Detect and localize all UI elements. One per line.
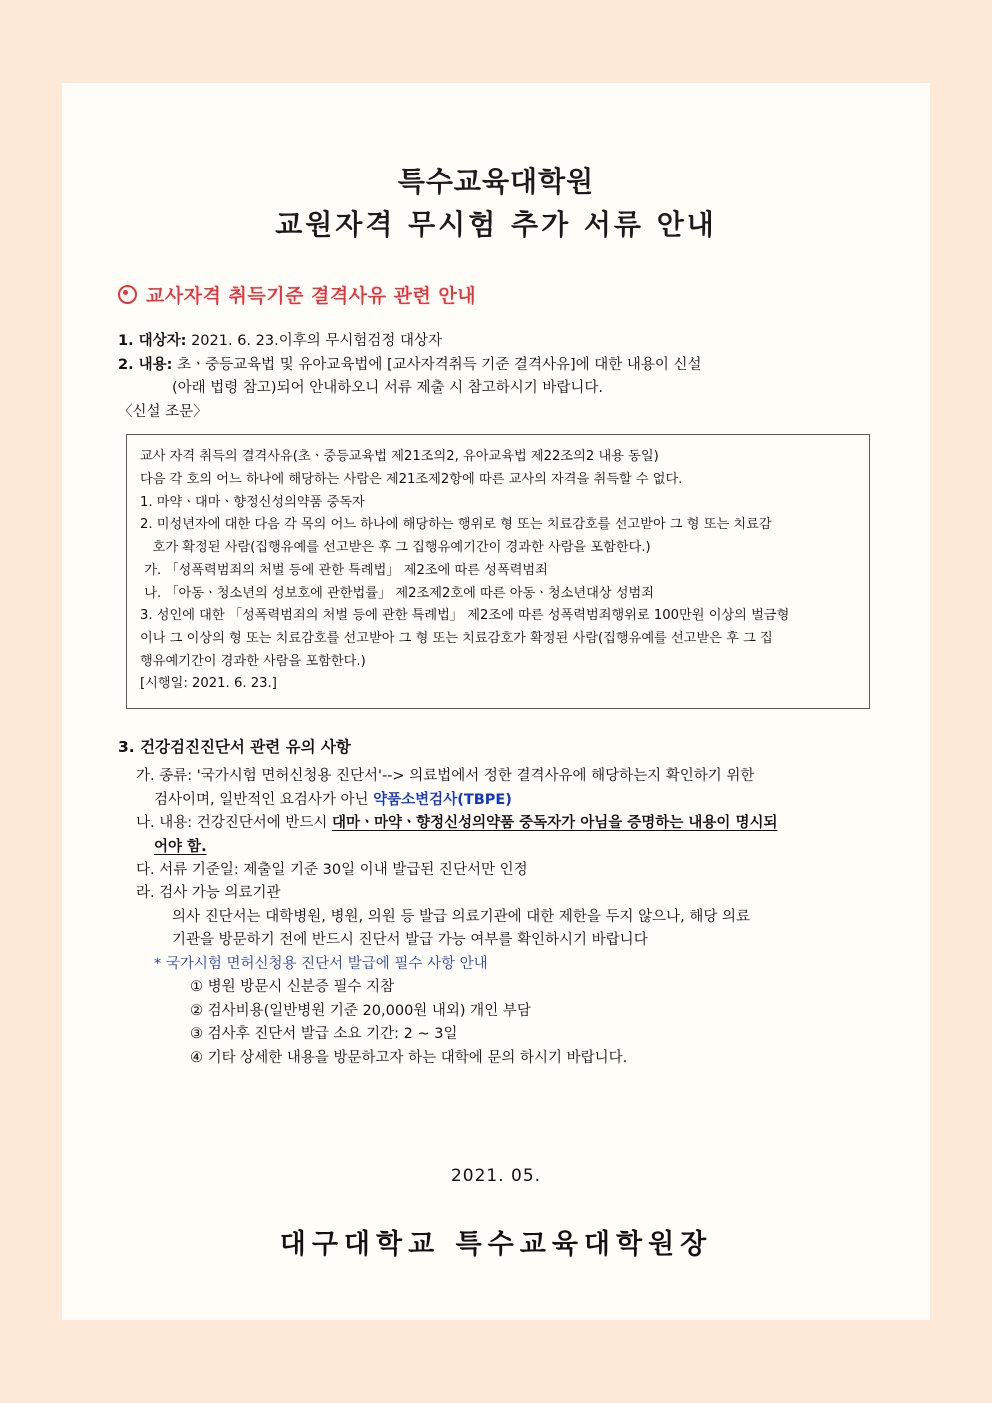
law-line: 1. 마약ㆍ대마ㆍ향정신성의약품 중독자 bbox=[140, 494, 365, 510]
footer-date: 2021. 05. bbox=[450, 1166, 542, 1187]
section-heading-text: 교사자격 취득기준 결격사유 관련 안내 bbox=[146, 285, 477, 308]
section3-a-line2 bbox=[118, 789, 874, 812]
law-line: 가. 「성폭력범죄의 처벌 등에 관한 특례법」 제2조에 따른 성폭력범죄 bbox=[140, 562, 548, 578]
intro-text-4: 〈신설 조문〉 bbox=[118, 403, 208, 420]
section3-b-bold: 대마ㆍ마약ㆍ향정신성의약품 중독자가 아님을 증명하는 내용이 명시되 bbox=[332, 815, 778, 832]
title-block bbox=[118, 163, 874, 245]
page-title-line2: 교원자격 무시험 추가 서류 안내 bbox=[275, 207, 717, 241]
section3-star-line: * 국가시험 면허신청용 진단서 발급에 필수 사항 안내 bbox=[154, 955, 488, 972]
section3-c-line: 다. 서류 기준일: 제출일 기준 30일 이내 발급된 진단서만 인정 bbox=[136, 862, 528, 878]
section3-d-line2: 기관을 방문하기 전에 반드시 진단서 발급 가능 여부를 확인하시기 바랍니다 bbox=[172, 932, 648, 949]
intro-text-2: 초ㆍ중등교육법 및 유아교육법에 [교사자격취득 기준 결격사유]에 대한 내용이 신설 bbox=[172, 356, 702, 373]
intro-line-3 bbox=[118, 377, 874, 400]
law-line: 3. 성인에 대한 「성폭력범죄의 처벌 등에 관한 특례법」 제2조에 따른 성폭력범죄행위로 100만원 이상의 벌금형 bbox=[140, 608, 790, 624]
section3-b-prefix: 나. 내용: 건강진단서에 반드시 bbox=[136, 815, 333, 832]
law-line: 나. 「아동ㆍ청소년의 성보호에 관한법률」 제2조제2호에 따른 아동ㆍ청소년대상 성범죄 bbox=[140, 585, 655, 601]
intro-block bbox=[118, 330, 874, 424]
section3-item-3: ③ 검사후 진단서 발급 소요 기간: 2 ~ 3일 bbox=[190, 1026, 458, 1043]
page-title-line1: 특수교육대학원 bbox=[397, 165, 595, 198]
section3-a-highlight: 약품소변검사(TBPE) bbox=[373, 791, 512, 808]
section3-b-line2 bbox=[118, 836, 874, 859]
section3-item-2: ② 검사비용(일반병원 기준 20,000원 내외) 개인 부담 bbox=[190, 1002, 531, 1019]
footer-block bbox=[118, 1166, 874, 1261]
section3-item-1: ① 병원 방문시 신분증 필수 지참 bbox=[190, 979, 395, 996]
intro-line-4 bbox=[118, 401, 874, 424]
law-line: [시행일: 2021. 6. 23.] bbox=[140, 676, 277, 692]
section3-a-line2-text: 검사이며, 일반적인 요검사가 아닌 bbox=[154, 791, 374, 808]
intro-line-1 bbox=[118, 330, 874, 353]
section3-title: 3. 건강검진진단서 관련 유의 사항 bbox=[118, 738, 351, 757]
section3-a-line1: 가. 종류: '국가시험 면허신청용 진단서'--> 의료법에서 정한 결격사유에 해당하는지 확인하기 위한 bbox=[136, 768, 755, 785]
section3-d-line: 라. 검사 가능 의료기관 bbox=[136, 885, 281, 902]
section3-b-line1 bbox=[118, 812, 874, 835]
law-line: 행유예기간이 경과한 사람을 포함한다.) bbox=[140, 653, 366, 669]
law-box bbox=[126, 434, 870, 709]
law-line: 2. 미성년자에 대한 다음 각 목의 어느 하나에 해당하는 행위로 형 또는 치료감호를 선고받아 그 형 또는 치료감 bbox=[140, 517, 772, 533]
section3-d-line1: 의사 진단서는 대학병원, 병원, 의원 등 발급 의료기관에 대한 제한을 두지 않으나, 해당 의료 bbox=[172, 908, 750, 925]
intro-text-1: 2021. 6. 23.이후의 무시험검정 대상자 bbox=[186, 333, 442, 350]
section3-item-4: ④ 기타 상세한 내용을 방문하고자 하는 대학에 문의 하시기 바랍니다. bbox=[190, 1049, 628, 1066]
law-line: 다음 각 호의 어느 하나에 해당하는 사람은 제21조제2항에 따른 교사의 자격을 취득할 수 없다. bbox=[140, 472, 683, 488]
intro-label-1: 1. 대상자: bbox=[118, 333, 187, 350]
footer-organization: 대구대학교 특수교육대학원장 bbox=[279, 1229, 713, 1261]
section3-block bbox=[118, 765, 874, 1070]
law-line: 호가 확정된 사람(집행유예를 선고받은 후 그 집행유예기간이 경과한 사람을 포함한다.) bbox=[140, 540, 651, 556]
law-line: 이나 그 이상의 형 또는 치료감호를 선고받아 그 형 또는 치료감호가 확정된 사람(집행유예를 선고받은 후 그 집 bbox=[140, 630, 773, 646]
section-heading bbox=[118, 281, 874, 308]
bullet-ring-icon bbox=[118, 285, 137, 304]
section3-b-bold2: 어야 함. bbox=[154, 838, 207, 855]
intro-line-2 bbox=[118, 354, 874, 377]
intro-label-2: 2. 내용: bbox=[118, 356, 173, 373]
intro-text-3: (아래 법령 참고)되어 안내하오니 서류 제출 시 참고하시기 바랍니다. bbox=[172, 380, 603, 397]
law-line: 교사 자격 취득의 결격사유(초ㆍ중등교육법 제21조의2, 유아교육법 제22조의2 내용 동일) bbox=[140, 449, 659, 465]
document-page bbox=[62, 83, 930, 1320]
